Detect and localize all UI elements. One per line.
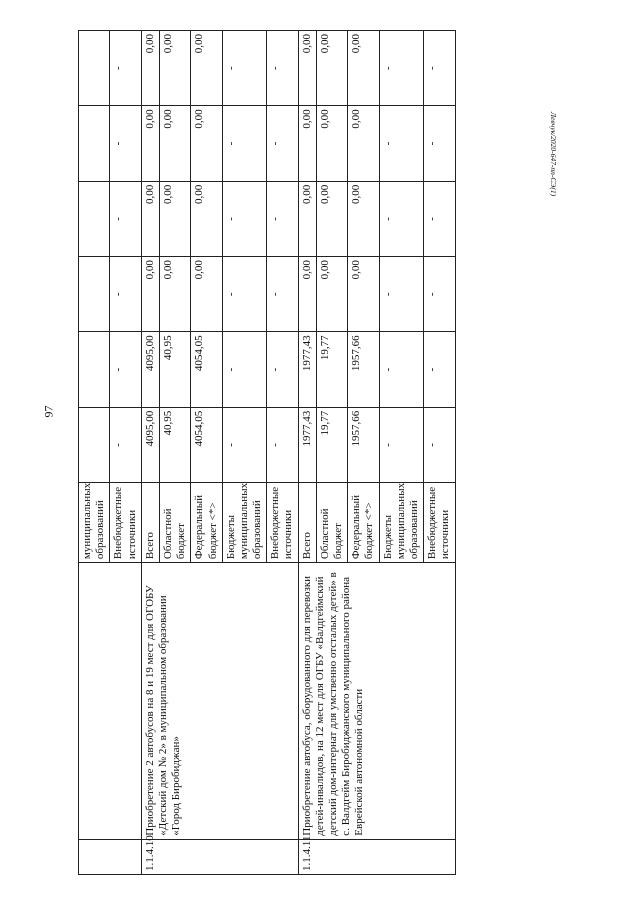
value-cell: - [424, 407, 455, 482]
value-cell: 0,00 [348, 106, 379, 181]
row-name-cell [79, 563, 142, 840]
funding-source-cell: Внебюджетные источники [110, 483, 141, 563]
value-cell: - [267, 407, 298, 482]
funding-source-cell: муниципальных образований [79, 483, 110, 563]
value-cell: 19,77 [316, 407, 347, 482]
value-cell [79, 407, 110, 482]
value-cell: 0,00 [298, 181, 316, 256]
value-cell: - [379, 332, 424, 407]
page-number: 97 [41, 405, 56, 418]
value-cell: - [267, 31, 298, 106]
funding-source-cell: Всего [141, 483, 159, 563]
value-cell: - [267, 106, 298, 181]
value-cell: 4095,00 [141, 407, 159, 482]
value-cell: 0,00 [348, 257, 379, 332]
value-cell: - [267, 257, 298, 332]
value-cell: 0,00 [159, 31, 190, 106]
funding-source-cell: Областной бюджет [316, 483, 347, 563]
value-cell: - [379, 181, 424, 256]
table-body [79, 31, 456, 875]
row-code-cell: 1.1.4.11 [298, 839, 455, 874]
value-cell: 4054,05 [191, 332, 222, 407]
value-cell: - [110, 257, 141, 332]
value-cell: 0,00 [348, 181, 379, 256]
table-container [78, 30, 544, 875]
value-cell [79, 332, 110, 407]
value-cell [79, 106, 110, 181]
value-cell: - [110, 181, 141, 256]
value-cell: - [110, 106, 141, 181]
value-cell: - [267, 332, 298, 407]
value-cell: 19,77 [316, 332, 347, 407]
value-cell: 1977,43 [298, 332, 316, 407]
value-cell: 0,00 [159, 257, 190, 332]
funding-source-cell: Всего [298, 483, 316, 563]
funding-source-cell: Внебюджетные источники [267, 483, 298, 563]
table-rotator [78, 30, 544, 875]
value-cell: 0,00 [141, 31, 159, 106]
table-row [298, 31, 316, 875]
budget-table [78, 30, 456, 875]
value-cell: - [222, 31, 267, 106]
value-cell: - [110, 31, 141, 106]
value-cell: 0,00 [316, 181, 347, 256]
value-cell [79, 257, 110, 332]
value-cell: 0,00 [191, 257, 222, 332]
funding-source-cell: Бюджеты муниципальных образований [379, 483, 424, 563]
value-cell: 0,00 [298, 257, 316, 332]
value-cell: - [222, 181, 267, 256]
value-cell: - [424, 257, 455, 332]
value-cell: 1977,43 [298, 407, 316, 482]
funding-source-cell: Федеральный бюджет <*> [348, 483, 379, 563]
value-cell: - [222, 407, 267, 482]
row-code-cell [79, 839, 142, 874]
value-cell: 0,00 [191, 106, 222, 181]
value-cell: 0,00 [191, 181, 222, 256]
value-cell: 1957,66 [348, 332, 379, 407]
value-cell: - [379, 257, 424, 332]
value-cell: - [379, 106, 424, 181]
value-cell: - [267, 181, 298, 256]
value-cell: - [379, 31, 424, 106]
row-name-cell: Приобретение автобуса, оборудованного для перевозки детей-инвалидов, на 12 мест для ОГБУ «Валдгеймский детский дом-интернат для умственно отсталых детей» в с. Валдгейм Биробиджанского муниципального района Еврейской автономной области [298, 563, 455, 840]
value-cell: - [424, 31, 455, 106]
table-row [79, 31, 110, 875]
value-cell: - [222, 106, 267, 181]
value-cell: 0,00 [141, 106, 159, 181]
value-cell: - [424, 106, 455, 181]
value-cell: 0,00 [191, 31, 222, 106]
value-cell: 40,95 [159, 332, 190, 407]
value-cell [79, 31, 110, 106]
value-cell: - [110, 332, 141, 407]
value-cell: 0,00 [159, 181, 190, 256]
funding-source-cell: Федеральный бюджет <*> [191, 483, 222, 563]
value-cell: 0,00 [316, 257, 347, 332]
value-cell: 1957,66 [348, 407, 379, 482]
value-cell: 0,00 [159, 106, 190, 181]
value-cell: 0,00 [298, 31, 316, 106]
value-cell: - [110, 407, 141, 482]
value-cell: 0,00 [316, 106, 347, 181]
value-cell: - [222, 257, 267, 332]
value-cell: - [424, 181, 455, 256]
value-cell: 0,00 [316, 31, 347, 106]
table-row [141, 31, 159, 875]
funding-source-cell: Областной бюджет [159, 483, 190, 563]
value-cell: - [379, 407, 424, 482]
value-cell: 4095,00 [141, 332, 159, 407]
funding-source-cell: Внебюджетные источники [424, 483, 455, 563]
value-cell: - [222, 332, 267, 407]
value-cell: 40,95 [159, 407, 190, 482]
value-cell: 0,00 [141, 181, 159, 256]
value-cell: - [424, 332, 455, 407]
row-code-cell: 1.1.4.10 [141, 839, 298, 874]
value-cell [79, 181, 110, 256]
value-cell: 0,00 [141, 257, 159, 332]
funding-source-cell: Бюджеты муниципальных образований [222, 483, 267, 563]
value-cell: 4054,05 [191, 407, 222, 482]
value-cell: 0,00 [348, 31, 379, 106]
value-cell: 0,00 [298, 106, 316, 181]
document-code: Левчук/2020-647-пп-СЭ(1) [549, 112, 558, 197]
row-name-cell: Приобретение 2 автобусов на 8 и 19 мест для ОГОБУ «Детский дом № 2» в муниципальном образовании «Город Биробиджан» [141, 563, 298, 840]
